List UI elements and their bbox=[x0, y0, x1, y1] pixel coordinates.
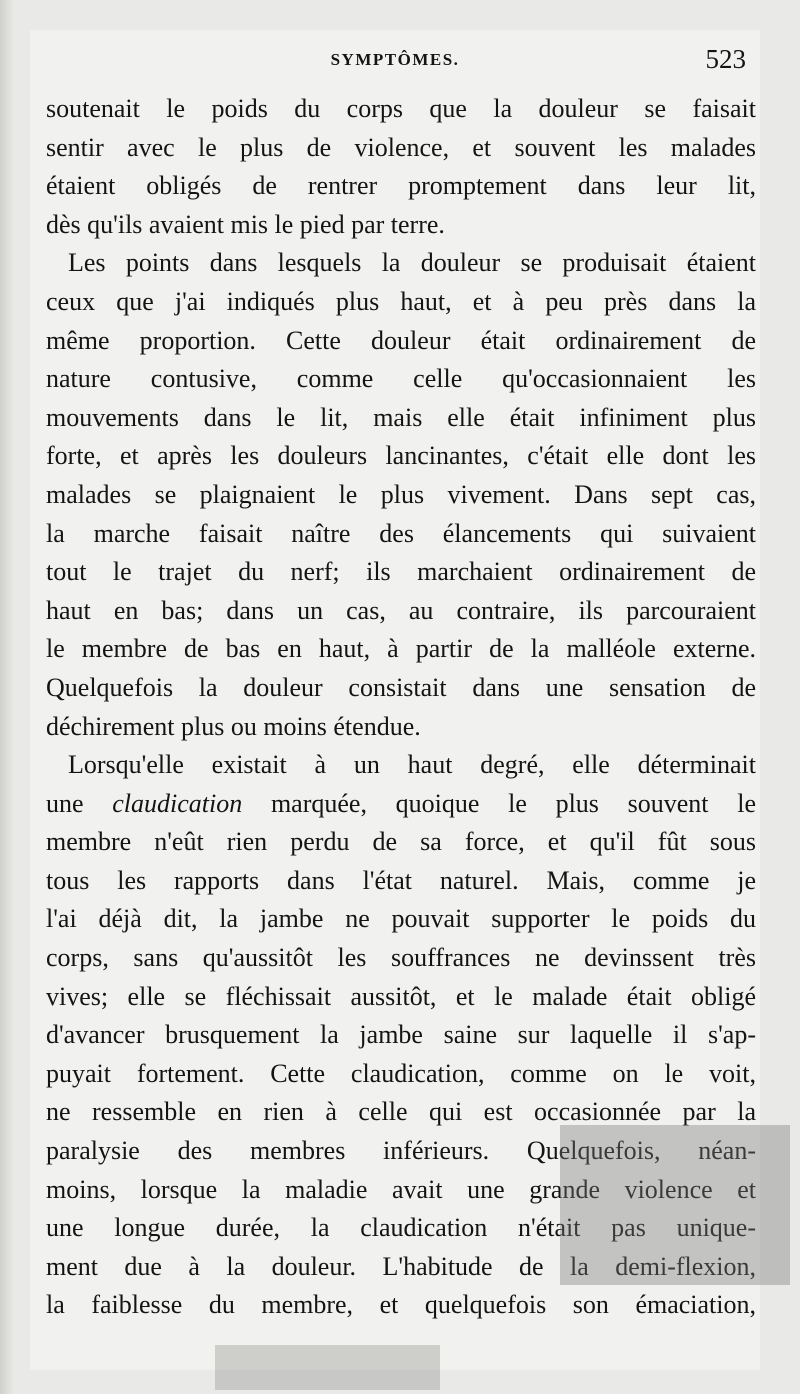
text-line: dès qu'ils avaient mis le pied par terre. bbox=[46, 209, 445, 239]
text-line: soutenait le poids du corps que la douleur se faisait bbox=[46, 94, 756, 123]
text-segment: une bbox=[46, 788, 113, 818]
text-line: forte, et après les douleurs lancinantes, c'était elle dont les bbox=[46, 441, 756, 471]
text-line: paralysie des membres inférieurs. Quelquefois, néan- bbox=[46, 1136, 756, 1166]
text-line: le membre de bas en haut, à partir de la malléole externe. bbox=[46, 634, 756, 664]
text-line: mouvements dans le lit, mais elle était infiniment plus bbox=[46, 402, 756, 432]
text-line: puyait fortement. Cette claudication, comme on le voit, bbox=[46, 1058, 756, 1088]
text-line: haut en bas; dans un cas, au contraire, ils parcouraient bbox=[46, 595, 756, 625]
text-segment: marquée, quoique le plus souvent le bbox=[242, 788, 756, 818]
emphasis-word: claudication bbox=[112, 788, 243, 818]
text-line: d'avancer brusquement la jambe saine sur laquelle il s'ap- bbox=[46, 1020, 756, 1050]
text-line: Quelquefois la douleur consistait dans une sensation de bbox=[46, 672, 756, 702]
body-text bbox=[46, 90, 756, 1325]
text-line: la faiblesse du membre, et quelquefois son émaciation, bbox=[46, 1290, 756, 1320]
text-line: Les points dans lesquels la douleur se produisait étaient bbox=[68, 248, 756, 278]
text-line: sentir avec le plus de violence, et souvent les malades bbox=[46, 132, 756, 162]
text-line: moins, lorsque la maladie avait une grande violence et bbox=[46, 1174, 756, 1204]
text-line: corps, sans qu'aussitôt les souffrances ne devinssent très bbox=[46, 943, 756, 973]
text-line: la marche faisait naître des élancements qui suivaient bbox=[46, 518, 756, 548]
text-line: ceux que j'ai indiqués plus haut, et à peu près dans la bbox=[46, 286, 756, 316]
scan-edge bbox=[0, 0, 14, 1394]
page-number: 523 bbox=[705, 44, 746, 74]
text-line: même proportion. Cette douleur était ordinairement de bbox=[46, 325, 756, 355]
text-line: malades se plaignaient le plus vivement. Dans sept cas, bbox=[46, 479, 756, 509]
text-line: ne ressemble en rien à celle qui est occasionnée par la bbox=[46, 1097, 756, 1127]
text-line: une longue durée, la claudication n'était pas unique- bbox=[46, 1213, 756, 1243]
text-line: tout le trajet du nerf; ils marchaient ordinairement de bbox=[46, 557, 756, 587]
text-line: ment due à la douleur. L'habitude de la demi-flexion, bbox=[46, 1251, 756, 1281]
text-line bbox=[46, 785, 756, 824]
running-head bbox=[30, 44, 760, 84]
text-line: étaient obligés de rentrer promptement dans leur lit, bbox=[46, 171, 756, 201]
text-line: membre n'eût rien perdu de sa force, et qu'il fût sous bbox=[46, 827, 756, 857]
book-page bbox=[30, 30, 760, 1370]
text-line: nature contusive, comme celle qu'occasionnaient les bbox=[46, 364, 756, 394]
running-title: SYMPTÔMES. bbox=[330, 50, 460, 69]
text-line: déchirement plus ou moins étendue. bbox=[46, 711, 421, 741]
text-line: tous les rapports dans l'état naturel. Mais, comme je bbox=[46, 865, 756, 895]
text-line: vives; elle se fléchissait aussitôt, et le malade était obligé bbox=[46, 981, 756, 1011]
text-line: l'ai déjà dit, la jambe ne pouvait supporter le poids du bbox=[46, 904, 756, 934]
text-line: Lorsqu'elle existait à un haut degré, elle déterminait bbox=[68, 750, 756, 780]
